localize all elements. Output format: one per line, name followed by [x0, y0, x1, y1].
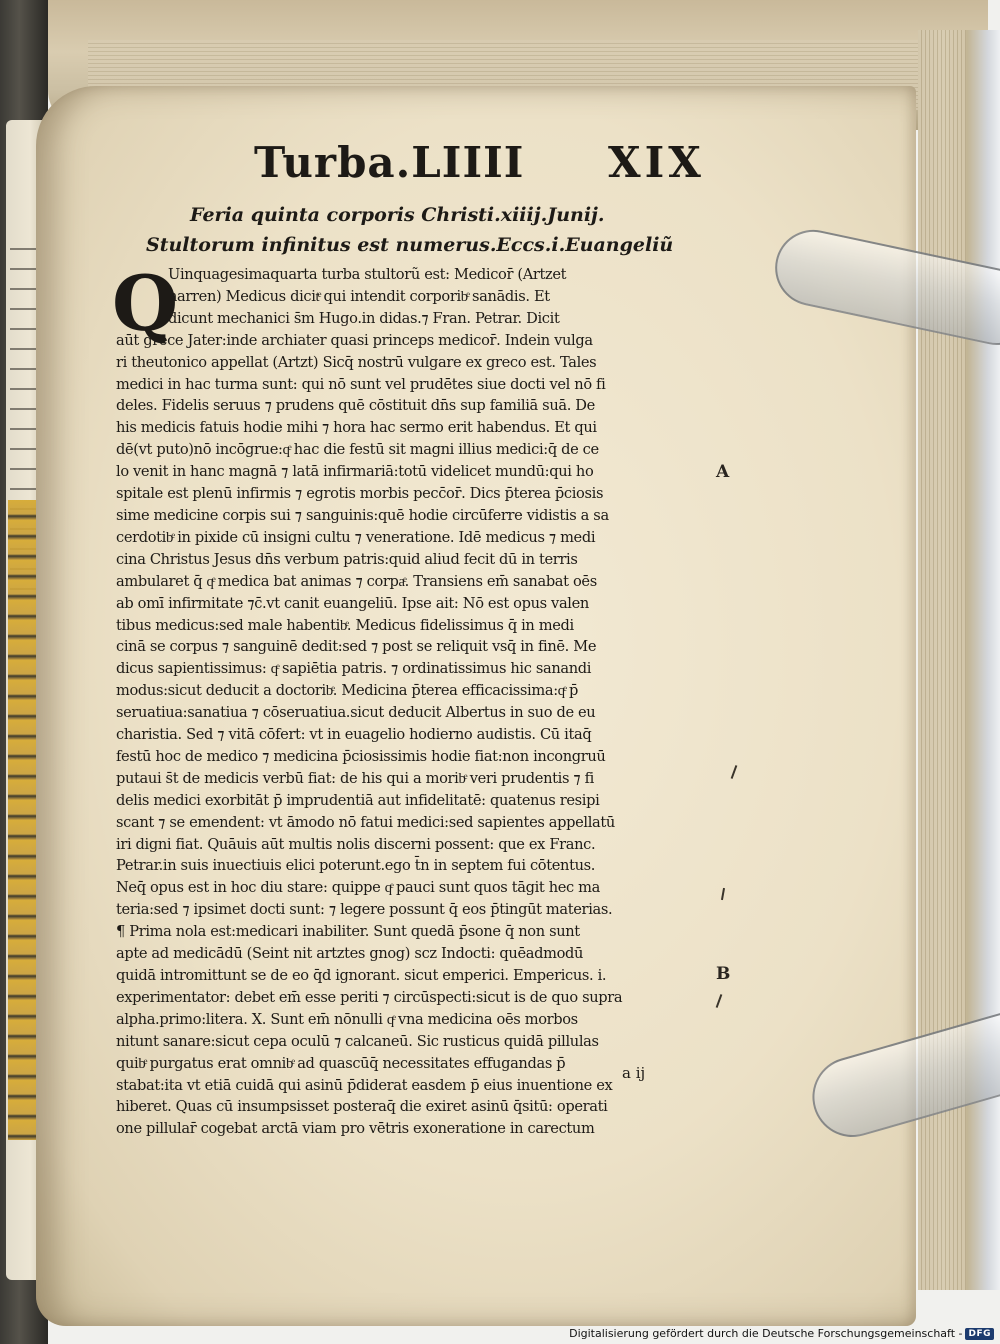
- margin-letter-b: B: [716, 964, 731, 984]
- text-line: scant ⁊ se emendent: vt āmodo nō fatui medici:sed sapientes appellatū: [116, 813, 615, 831]
- text-line: deles. Fidelis seruus ⁊ prudens quē cōstituit dn̄s sup familiā suā. De: [116, 397, 595, 415]
- text-line: teria:sed ⁊ ipsimet docti sunt: ⁊ legere possunt q̄ eos p̄tingūt materias.: [116, 901, 613, 919]
- text-line: delis medici exorbitāt p̄ imprudentiā aut infidelitatē: quatenus resipi: [116, 791, 600, 809]
- credit-text: Digitalisierung gefördert durch die Deutsche Forschungsgemeinschaft -: [569, 1327, 963, 1340]
- text-line: one pillular̄ cogebat arctā viam pro vētris exoneratione in carectum: [116, 1120, 595, 1138]
- text-line: cinā se corpus ⁊ sanguinē dedit:sed ⁊ post se reliquit vsq̄ in finē. Me: [116, 638, 597, 656]
- folio-number: XIX: [608, 138, 705, 187]
- running-title: Turba.LIIII: [254, 138, 525, 187]
- signature-mark: a ij: [622, 1064, 646, 1082]
- text-line: lo venit in hanc magnā ⁊ latā infirmariā:totū videlicet mundū:qui ho: [116, 463, 594, 481]
- text-line: experimentator: debet em̄ esse periti ⁊ circūspecti:sicut is de quo supra: [116, 988, 623, 1006]
- text-line: nitunt sanare:sicut cepa oculū ⁊ calcaneū. Sic rusticus quidā pillulas: [116, 1032, 599, 1050]
- text-line: medici in hac turma sunt: qui nō sunt vel prudētes siue docti vel nō fi: [116, 375, 606, 393]
- text-line: Uinquagesimaquarta turba stultorũ est: Medicor̄ (Artzet: [168, 266, 567, 283]
- text-line: spitale est plenū infirmis ⁊ egrotis morbis pecc̄or̄. Dics p̄terea p̄ciosis: [116, 485, 604, 503]
- text-line: iri digni fiat. Quāuis aūt multis nolis discerni possent: que ex Franc.: [116, 835, 596, 853]
- digitization-credit: [569, 1327, 994, 1340]
- text-line: sime medicine corpis sui ⁊ sanguinis:quē hodie circūferre vidistis a sa: [116, 506, 609, 524]
- text-line: Neq̄ opus est in hoc diu stare: quippe qͤ pauci sunt quos tāgit hec ma: [116, 879, 600, 897]
- theme-heading: Stultorum infinitus est numerus.Eccs.i.Euangeliũ: [146, 234, 674, 256]
- text-line: hiberet. Quas cū insumpsisset posteraq̄ die exiret asinū q̄sitū: operati: [116, 1098, 608, 1116]
- text-line: quibͤ purgatus erat omnibͤ ad quascūq̄ necessitates effugandas p̄: [116, 1054, 566, 1072]
- text-line: ¶ Prima nola est:medicari inabiliter. Sunt quedā p̄sone q̄ non sunt: [116, 923, 580, 941]
- text-line: ambularet q̄ qͤ medica bat animas ⁊ corpaͤ. Transiens em̄ sanabat oēs: [116, 572, 597, 590]
- text-line: narren) Medicus dicitͤ qui intendit corporibͤ sanādis. Et: [168, 287, 550, 305]
- text-line: quidā intromittunt se de eo q̄d ignorant. sicut emperici. Empericus. i.: [116, 967, 607, 984]
- text-line: ri theutonico appellat (Artzt) Sicq̄ nostrū vulgare ex greco est. Tales: [116, 353, 597, 371]
- text-line: his medicis fatuis hodie mihi ⁊ hora hac sermo erit habendus. Et qui: [116, 419, 597, 437]
- text-line: festū hoc de medico ⁊ medicina p̄ciosissimis hodie fiat:non incongruū: [116, 747, 606, 765]
- text-line: cina Christus Jesus dn̄s verbum patris:quid aliud fecit dū in terris: [116, 550, 578, 568]
- illuminated-border: [8, 500, 38, 1140]
- text-block: [112, 138, 716, 1140]
- text-line: Petrar.in suis inuectiuis elici poterunt.ego t̄n in septem fui cōtentus.: [116, 857, 596, 875]
- text-line: modus:sicut deducit a doctoribͤ. Medicina p̄terea efficacissima:qͤ p̄: [116, 682, 578, 700]
- text-line: ab omī infirmitate ⁊c̄.vt canit euangeliū. Ipse ait: Nō est opus valen: [116, 594, 589, 612]
- text-line: alpha.primo:litera. X. Sunt em̄ nōnulli qͤ vna medicina oēs morbos: [116, 1010, 578, 1028]
- margin-letter-a: A: [716, 462, 730, 482]
- text-line: dē(vt puto)nō incōgrue:qͤ hac die festū sit magni illius medici:q̄ de ce: [116, 441, 599, 459]
- feast-heading: Feria quinta corporis Christi.xiiij.Junij.: [190, 204, 605, 226]
- running-head: [116, 138, 716, 200]
- text-line: putaui s̄t de medicis verbū fiat: de his qui a moribͤ veri prudentis ⁊ fi: [116, 769, 594, 787]
- text-line: dicus sapientissimus: qͤ sapiētia patris. ⁊ ordinatissimus hic sanandi: [116, 660, 592, 678]
- text-line: seruatiua:sanatiua ⁊ cōseruatiua.sicut deducit Albertus in suo de eu: [116, 704, 596, 722]
- drop-initial: Q: [112, 259, 179, 348]
- text-line: stabat:ita vt etiā cuidā qui asinū p̄diderat easdem p̄ eius inuentione ex: [116, 1076, 613, 1094]
- text-line: dicunt mechanici s̄m Hugo.in didas.⁊ Fran. Petrar. Dicit: [168, 309, 560, 327]
- text-line: charistia. Sed ⁊ vitā cōfert: vt in euagelio hodierno audistis. Cū itaq̄: [116, 726, 592, 744]
- body-text: [112, 259, 716, 1140]
- text-line: cerdotibͤ in pixide cū insigni cultu ⁊ veneratione. Idē medicus ⁊ medi: [116, 528, 596, 546]
- dfg-logo: DFG: [965, 1328, 994, 1340]
- text-line: aūt grece Jater:inde archiater quasi princeps medicor̄. Indein vulga: [116, 331, 593, 349]
- text-line: apte ad medicādū (Seint nit artztes gnog) scz Indocti: quēadmodū: [116, 945, 584, 963]
- text-line: tibus medicus:sed male habentibͤ. Medicus fidelissimus q̄ in medi: [116, 616, 574, 634]
